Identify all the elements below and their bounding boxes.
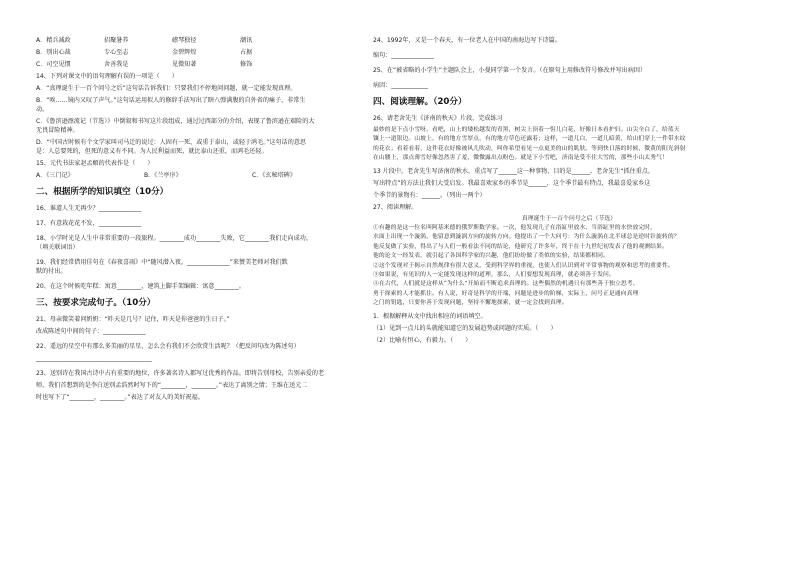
- question-19: 19、我们经常借用佳句在《春夜喜雨》中“随风潜入夜，______________”来赞美老师对我们默: [36, 259, 288, 266]
- passage-line: 他反复做了实验，得出了与人们一般看法不同的结论，他研究了许多年，终于在十九世纪初发表了他的观测结果。: [373, 243, 668, 250]
- option-cell: 金碧辉煌: [172, 49, 197, 56]
- question-22: 22、遥远的星空中有那么多美丽的星星，怎么会有我们不会欣赏生活呢？（把反问句改为陈述句）: [36, 343, 300, 350]
- question-21-answer: 改成陈述句中间的句子：______________: [36, 328, 146, 335]
- left-column: [36, 36, 360, 402]
- question-14: 14、下列对课文中的语句理解有误的一项是（ ）: [36, 73, 178, 80]
- passage-line: 勇于探索的人才能抓住。有人说，好奇是科学的开端，问题是进步的阶梯，实际上，问号正是通向真理: [373, 290, 639, 297]
- option-cell: 见微知著: [172, 61, 197, 68]
- q14-option-c: C．《鲁滨逊漂流记（节选）》中倒叙和书写这片段组成，通过过西部分的介绍，表现了鲁滨逊在艰险的大: [36, 118, 315, 125]
- q15-options: [36, 171, 360, 180]
- option-cell: 礤琴独径: [172, 37, 197, 44]
- section-2-title: 二、根据所学的知识填空（10分）: [36, 187, 169, 197]
- q14-option-d: D．“中国古时候有个文学家叫司马迁的说过：人固有一死，或重于泰山，或轻于鸿毛。”这句话的意思: [36, 139, 306, 146]
- q14-option-a: A．“真理诞生于一百个问号之后”这句话告诉我们：只要我们不停地问问题，就一定能发现真理。: [36, 85, 297, 92]
- q13-options: [36, 36, 360, 69]
- passage-line: 的花衣；看着看着，这件花衣好像被风儿吹动，叫你希望看见一点更美的山的肌肤。等到快日落的时候，微黄的阳光斜射: [373, 145, 686, 152]
- question-27-1: 1．根据解释从文中找出相应的词语填空。: [373, 312, 487, 320]
- question-22-answer: ______________________________________: [36, 355, 152, 362]
- question-24: 24、1992年，又是一个春天，有一位老人在中国的南海边写下诗篇。: [373, 37, 561, 44]
- question-26: 26、请老舍先生《济南的秋天》片段，完成练习: [373, 115, 503, 122]
- question-25: 25、在“被省略的小学生”主题队会上，小曼同学第一个发言。（在原句上用修改符号修改并写出病因）: [373, 67, 647, 74]
- option-cell: A．《三门记》: [36, 172, 74, 179]
- question-27: 27、阅读理解。: [373, 203, 418, 211]
- right-column: [373, 36, 765, 345]
- option-cell: 专心至志: [104, 49, 129, 56]
- section-4-title: 四、阅读理解。（20分）: [373, 97, 467, 107]
- q14-option-b-cont: 动。: [36, 106, 49, 113]
- option-cell: B．《兰亭序》: [144, 172, 182, 179]
- q13-option-row: [36, 48, 360, 57]
- question-26-1-cont: 写出特点”的方法让我们大受启发。我最喜欢家乡的季节是______，这个季节最有特点，我最喜爱家乡这: [373, 179, 651, 187]
- passage-line: ③如果说，有见识的人一定能发现这样的道理，那么，人们要想发现真理，就必须善于发问。: [373, 272, 615, 279]
- question-17: 17、有意栽花花不发，______________: [36, 220, 142, 227]
- option-cell: 修饰: [240, 61, 253, 68]
- q14-option-c-cont: 无畏冒险精神。: [36, 127, 79, 134]
- question-26-1: 13 片段中，老舍先生写济南的秋水，重点写了______这一种事物，目的是______。老舍先生“抓住重点，: [373, 167, 654, 175]
- option-cell: C．《玄秘塔碑》: [252, 172, 296, 179]
- q13-option-row: [36, 36, 360, 45]
- q14-option-d-cont: 是：人总要死的，但死的意义有不同。为人民利益而死，就比泰山还重，而鸿毛还轻。: [36, 148, 268, 155]
- question-27-1-a: （1）见到一点儿的头就能知道它的发展趋势或问题的实质。（ ）: [373, 324, 557, 332]
- option-cell: C．司空见惯: [36, 61, 71, 68]
- option-cell: B．别出心裁: [36, 49, 71, 56]
- question-23-cont2: 时也写下了“________，________。”表达了对友人的美好祝福。: [36, 394, 204, 401]
- question-15: 15、元代书法家赵孟頫的代表作是（ ）: [36, 160, 154, 167]
- question-23: 23、送别诗在我国古诗中占有重要的地位，许多著名诗人都写过优秀的作品。即将告别母校，告别亲爱的老: [36, 370, 325, 377]
- passage-line: ④在古代，人们就是这样从“为什么”开始而不断追求真理的。这些偶然的机遇只有那些善于独立思考、: [373, 281, 639, 288]
- passage-line: 他的论文一经发表，就引起了各国科学家的兴趣，他们纷纷做了类似的实验，结果都相同。: [373, 253, 609, 260]
- option-cell: 占据: [240, 49, 253, 56]
- passage-line: 最妙的是下点小雪呀。看吧，山上的矮松越发的青黑，树尖上顶着一髻儿白花，好像日本看护妇。山尖全白了，给蓝天: [373, 127, 680, 133]
- question-25-answer: 病因：____________: [373, 82, 428, 89]
- question-26-1-cont2: 个季节的景物有：______。（列出一两个）: [373, 191, 486, 199]
- question-20: 20、在这个时候吃年糕：寓意________，建筑上脚手架编辑：寓意________。: [36, 283, 245, 290]
- option-cell: 招聚暑养: [104, 37, 129, 44]
- reading-passage-2: [373, 224, 765, 309]
- question-16: 16、谁道人生无再少？______________: [36, 205, 142, 212]
- option-cell: A．精兵减政: [36, 37, 71, 44]
- question-21: 21、母亲微笑着问奶奶：“昨天是几号？记住，昨天是你爸爸的生日子。”: [36, 316, 230, 323]
- question-27-1-b: （2）比喻有恒心，有毅力。（ ）: [373, 336, 472, 344]
- passage-line: ①有趣的是这一位名叫阿基米德的俄罗斯数学家。一次，他发现儿子在浴缸里放水，当浴缸里的水快放完时，: [373, 225, 657, 232]
- option-cell: 舍善我是: [104, 61, 129, 68]
- passage-line: 水面上出现一个漩涡，他留意到漩涡方向的旋转方向。他提出了一个大问号：为什么漩涡在北半球总是逆时针旋转的？: [373, 234, 680, 241]
- question-24-answer: 缩句：______________: [373, 52, 434, 59]
- option-cell: 潮讯: [240, 37, 253, 44]
- question-23-cont: 师，我们首想到的是李白送别孟浩然时写下的“________，________。”表达了离别之情；王维在送元二: [36, 382, 308, 389]
- passage-line: ②这个发现对于揭示自然规律有很大意义，受到科学界的重视，也使人们认识到对平常事物的观察和思考的重要性。: [373, 262, 674, 269]
- question-19-cont: 默的付出。: [36, 268, 67, 275]
- section-3-title: 三、按要求完成句子。（10分）: [36, 298, 156, 308]
- reading-passage-1: [373, 126, 765, 164]
- q13-option-row: [36, 60, 360, 69]
- passage-line: 镶上一道银边。山坡上，有的地方雪厚点，有的地方草色还露着；这样，一道儿白，一道儿暗黄，给山们穿上一件带水纹: [373, 136, 686, 143]
- passage-line: 在山腰上，那点薄雪好像忽然害了羞，微微露出点粉色。就是下小雪吧，济南是受不住大雪的，那些小山太秀气！: [373, 155, 668, 162]
- passage-line: 之门的钥匙，只要你善于发现问题，坚持不懈地探索，就一定会找到真理。: [373, 300, 568, 307]
- q14-option-b: B．“唉……镜内又叹了声气。”这句话运用拟人的修辞手法写出了瞎八弹满腹的自外省的痛子，非常生: [36, 97, 306, 104]
- question-18: 18、小学时光是人生中非常重要的一段旅程。________成功________失败，它________我们走向成功。: [36, 235, 312, 242]
- passage-2-title: 真理诞生于一百个问号之后（节选）: [521, 215, 617, 222]
- question-18-cont: （填关联词语）: [36, 244, 79, 251]
